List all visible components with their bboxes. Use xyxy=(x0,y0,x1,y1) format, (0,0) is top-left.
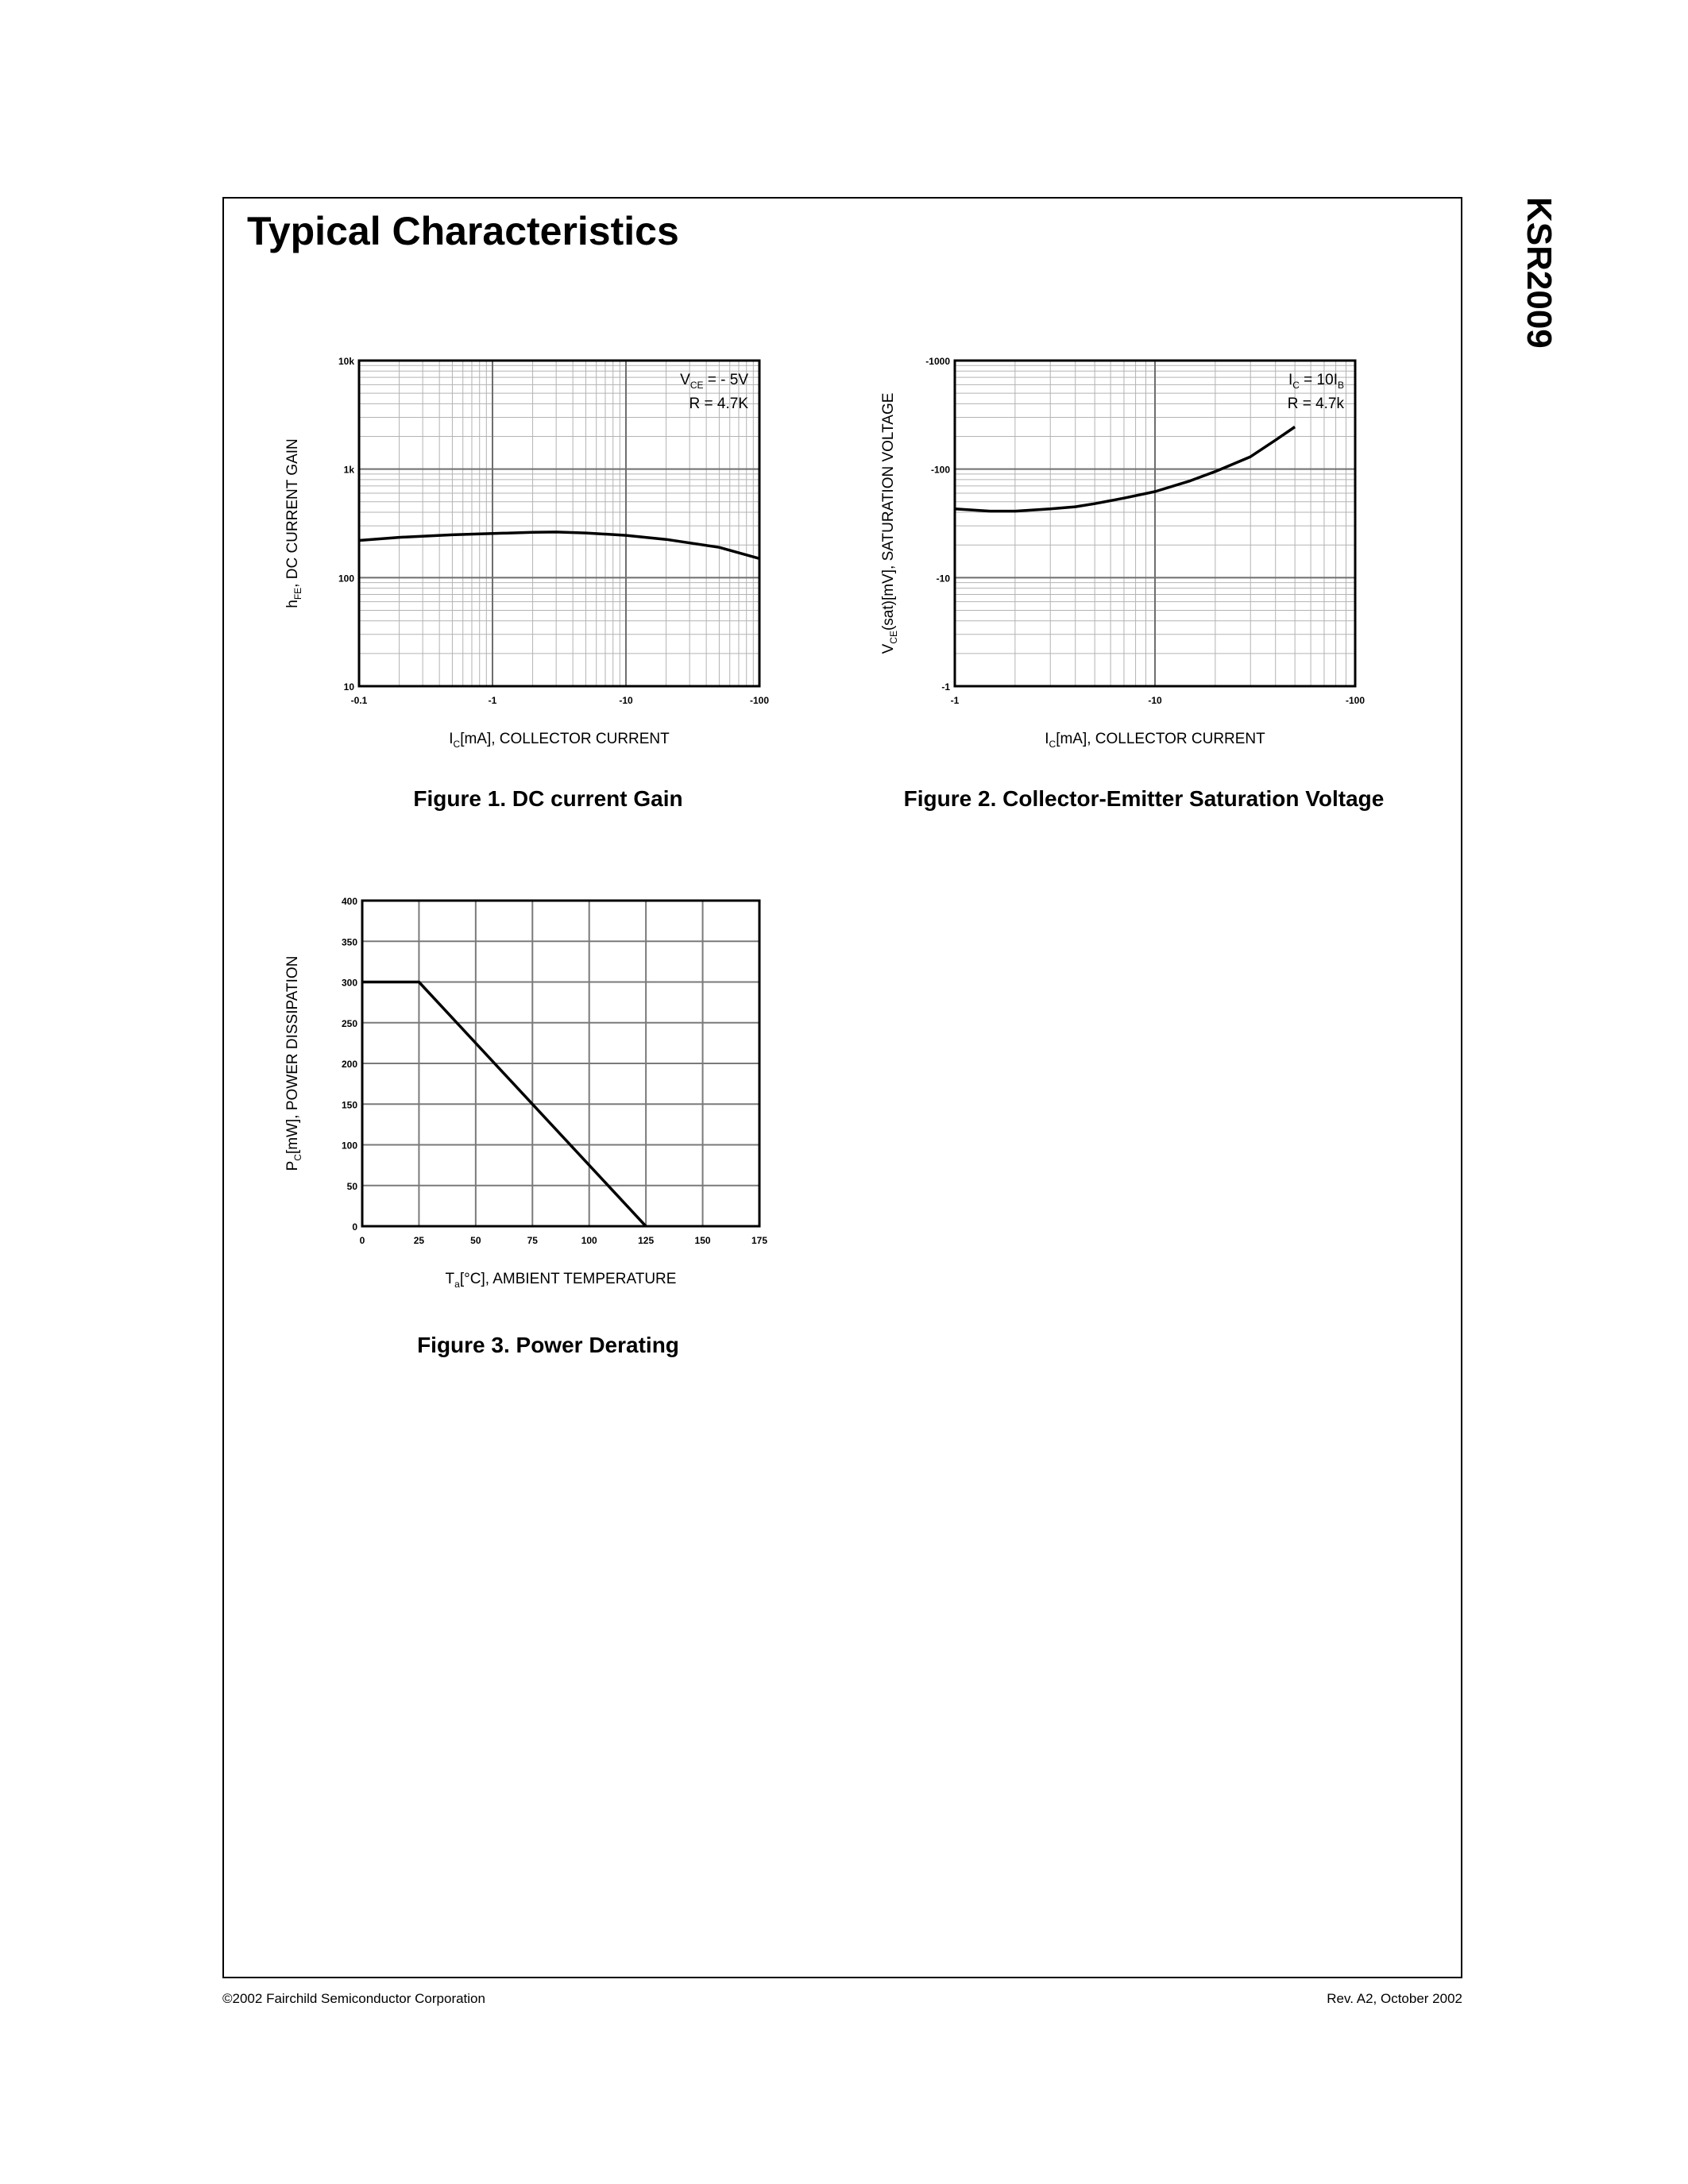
x-tick-label: -1 xyxy=(950,695,960,706)
x-tick-label: -1 xyxy=(488,695,497,706)
x-axis-label: $T_a[^\circ C]$, AMBIENT TEMPERATURE xyxy=(445,1271,677,1290)
y-axis-label: $V_{CE}(sat)[mV]$, SATURATION VOLTAGE xyxy=(880,392,899,654)
figure-2-caption: Figure 2. Collector-Emitter Saturation Voltage xyxy=(903,786,1385,811)
y-tick-label: 100 xyxy=(338,573,354,585)
x-tick-label: -10 xyxy=(1148,695,1162,706)
part-number-vertical xyxy=(1501,197,1565,388)
x-tick-label: -10 xyxy=(619,695,633,706)
y-tick-label: 250 xyxy=(341,1017,357,1029)
x-tick-label: 125 xyxy=(638,1235,655,1246)
x-tick-label: -0.1 xyxy=(350,695,368,706)
y-tick-label: 350 xyxy=(341,936,357,948)
y-tick-label: 100 xyxy=(341,1140,357,1152)
y-axis-label: $h_{FE}$, DC CURRENT GAIN xyxy=(284,438,303,608)
chart-dc-current-gain xyxy=(270,349,810,762)
y-tick-label: -10 xyxy=(936,573,950,585)
x-tick-label: 25 xyxy=(413,1235,425,1246)
x-axis-label: $I_C[mA]$, COLLECTOR CURRENT xyxy=(449,731,670,750)
footer-copyright: ©2002 Fairchild Semiconductor Corporation xyxy=(222,1991,485,2006)
y-tick-label: 0 xyxy=(352,1221,357,1233)
footer-revision: Rev. A2, October 2002 xyxy=(1327,1991,1462,2006)
y-tick-label: -1000 xyxy=(925,356,950,367)
y-tick-label: 10k xyxy=(338,356,354,367)
y-tick-label: 50 xyxy=(346,1180,357,1192)
y-tick-label: 200 xyxy=(341,1059,357,1070)
page-title: Typical Characteristics xyxy=(247,209,679,253)
y-tick-label: 300 xyxy=(341,977,357,989)
chart-annotation: $V_{CE}$ = - 5V xyxy=(680,372,748,391)
y-tick-label: 1k xyxy=(343,464,354,476)
chart-annotation: R = 4.7k xyxy=(1287,396,1344,412)
part-number: KSR2009 xyxy=(1520,197,1559,349)
y-tick-label: 150 xyxy=(341,1099,357,1111)
x-tick-label: -100 xyxy=(1345,695,1365,706)
x-axis-label: $I_C[mA]$, COLLECTOR CURRENT xyxy=(1045,731,1265,750)
y-tick-label: -100 xyxy=(930,464,950,476)
x-tick-label: 75 xyxy=(527,1235,538,1246)
x-tick-label: 50 xyxy=(470,1235,481,1246)
y-tick-label: 10 xyxy=(343,681,354,693)
y-tick-label: -1 xyxy=(941,681,950,693)
grid xyxy=(362,901,759,1226)
figure-3-caption: Figure 3. Power Derating xyxy=(417,1333,679,1357)
x-tick-label: 175 xyxy=(751,1235,768,1246)
y-tick-label: 400 xyxy=(341,897,357,907)
chart-annotation: R = 4.7K xyxy=(689,396,748,412)
chart-power-derating xyxy=(270,897,810,1310)
x-tick-label: 100 xyxy=(581,1235,597,1246)
figure-1-caption: Figure 1. DC current Gain xyxy=(413,786,683,811)
x-tick-label: -100 xyxy=(749,695,770,706)
chart-annotation: $I_C = 10I_B$ xyxy=(1288,372,1344,391)
x-tick-label: 150 xyxy=(694,1235,711,1246)
x-tick-label: 0 xyxy=(359,1235,365,1246)
y-axis-label: $P_C[mW]$, POWER DISSIPATION xyxy=(284,955,303,1171)
chart-saturation-voltage xyxy=(866,349,1422,762)
